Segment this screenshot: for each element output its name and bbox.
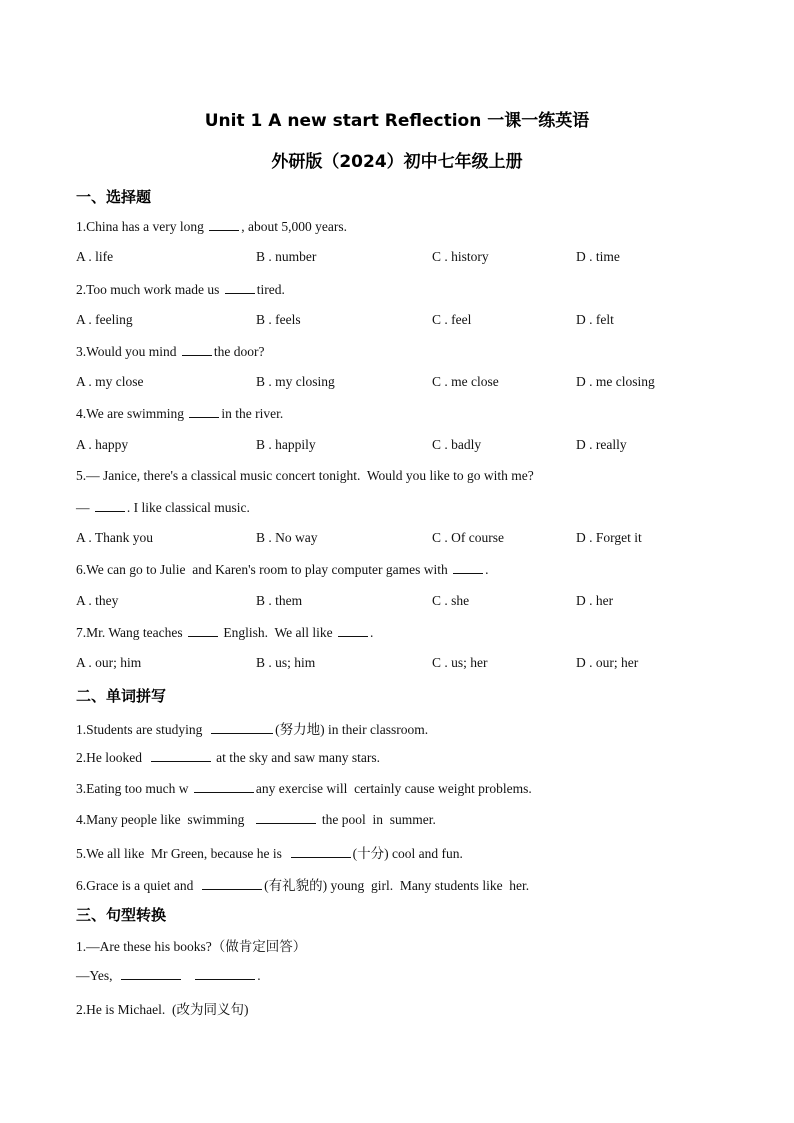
question-text: the pool in summer. — [318, 812, 436, 827]
option-a[interactable]: A . happy — [76, 437, 129, 452]
document-subtitle: 外研版（2024）初中七年级上册 — [271, 152, 523, 172]
option-c[interactable]: C . me close — [432, 374, 499, 389]
answer-blank[interactable] — [211, 721, 273, 734]
section-heading-choice: 一、选择题 — [76, 188, 152, 206]
option-c[interactable]: C . feel — [432, 312, 472, 327]
question-text: 1.Students are studying — [76, 722, 210, 737]
question-text: 6.We can go to Julie and Karen's room to play computer games with — [76, 562, 452, 577]
spelling-item-5 — [76, 842, 463, 862]
question-3 — [76, 343, 265, 360]
option-b[interactable]: B . happily — [256, 437, 316, 452]
option-a[interactable]: A . my close — [76, 374, 144, 389]
question-text: any exercise will certainly cause weight problems. — [255, 781, 532, 796]
question-text: 1.China has a very long — [76, 219, 208, 234]
question-text: 5.We all like Mr Green, because he is — [76, 846, 289, 861]
question-text: 7.Mr. Wang teaches — [76, 625, 187, 640]
answer-blank[interactable] — [121, 967, 181, 980]
option-c[interactable]: C . us; her — [432, 655, 488, 670]
question-text: English. We all like — [220, 625, 337, 640]
option-c[interactable]: C . Of course — [432, 530, 504, 545]
question-text: (十分) cool and fun. — [352, 846, 463, 861]
question-text: —Yes, — [76, 968, 120, 983]
question-text: 3.Eating too much w — [76, 781, 192, 796]
answer-blank[interactable] — [225, 281, 255, 294]
answer-blank[interactable] — [453, 561, 483, 574]
option-d[interactable]: D . felt — [576, 312, 614, 327]
option-d[interactable]: D . me closing — [576, 374, 655, 389]
option-b[interactable]: B . us; him — [256, 655, 316, 670]
question-text: 2.He looked — [76, 750, 149, 765]
option-c[interactable]: C . she — [432, 593, 470, 608]
question-text: 6.Grace is a quiet and — [76, 878, 201, 893]
option-a[interactable]: A . Thank you — [76, 530, 153, 545]
question-text: at the sky and saw many stars. — [212, 750, 380, 765]
option-c[interactable]: C . history — [432, 249, 489, 264]
question-6 — [76, 561, 489, 578]
section-heading-spelling: 二、单词拼写 — [76, 687, 167, 705]
transform-item-1-answer — [76, 967, 261, 984]
question-text: the door? — [213, 344, 265, 359]
question-7 — [76, 624, 373, 641]
option-d[interactable]: D . her — [576, 593, 614, 608]
answer-blank[interactable] — [202, 877, 262, 890]
answer-blank[interactable] — [182, 343, 212, 356]
option-a[interactable]: A . our; him — [76, 655, 142, 670]
option-c[interactable]: C . badly — [432, 437, 482, 452]
question-5-reply — [76, 499, 250, 516]
option-b[interactable]: B . my closing — [256, 374, 335, 389]
option-a[interactable]: A . they — [76, 593, 119, 608]
question-text: in the river. — [221, 406, 284, 421]
answer-blank[interactable] — [256, 811, 316, 824]
question-2 — [76, 281, 285, 298]
question-text: . — [370, 625, 374, 640]
question-text: — — [76, 500, 93, 515]
question-text: . — [257, 968, 261, 983]
answer-blank[interactable] — [189, 405, 219, 418]
option-b[interactable]: B . them — [256, 593, 303, 608]
option-d[interactable]: D . really — [576, 437, 627, 452]
option-b[interactable]: B . number — [256, 249, 317, 264]
question-text: 4.Many people like swimming — [76, 812, 255, 827]
transform-item-1: 1.—Are these his books?（做肯定回答） — [76, 939, 307, 954]
question-text: . I like classical music. — [126, 500, 250, 515]
question-text: 2.Too much work made us — [76, 282, 223, 297]
answer-blank[interactable] — [95, 499, 125, 512]
spelling-item-2 — [76, 749, 380, 766]
question-text: . — [485, 562, 489, 577]
section-heading-transformation: 三、句型转换 — [76, 906, 167, 924]
question-4 — [76, 405, 283, 422]
option-b[interactable]: B . feels — [256, 312, 301, 327]
document-title: Unit 1 A new start Reflection 一课一练英语 — [204, 111, 590, 131]
question-text: tired. — [256, 282, 285, 297]
question-text: (努力地) in their classroom. — [275, 722, 429, 737]
spelling-item-1 — [76, 718, 428, 738]
question-text: (有礼貌的) young girl. Many students like her. — [264, 878, 530, 893]
question-text: , about 5,000 years. — [241, 219, 347, 234]
transform-item-2: 2.He is Michael. (改为同义句) — [76, 1002, 249, 1017]
question-text: 3.Would you mind — [76, 344, 180, 359]
answer-blank[interactable] — [209, 218, 239, 231]
answer-blank[interactable] — [291, 845, 351, 858]
answer-blank[interactable] — [338, 624, 368, 637]
answer-blank[interactable] — [151, 749, 211, 762]
option-d[interactable]: D . Forget it — [576, 530, 642, 545]
answer-blank[interactable] — [194, 780, 254, 793]
spelling-item-4 — [76, 811, 436, 828]
spelling-item-3 — [76, 780, 532, 797]
question-5: 5.— Janice, there's a classical music concert tonight. Would you like to go with me? — [76, 468, 534, 483]
option-d[interactable]: D . our; her — [576, 655, 639, 670]
answer-blank[interactable] — [188, 624, 218, 637]
spelling-item-6 — [76, 874, 529, 894]
option-b[interactable]: B . No way — [256, 530, 318, 545]
option-a[interactable]: A . life — [76, 249, 114, 264]
option-d[interactable]: D . time — [576, 249, 620, 264]
answer-blank[interactable] — [195, 967, 255, 980]
question-text: 4.We are swimming — [76, 406, 188, 421]
option-a[interactable]: A . feeling — [76, 312, 133, 327]
question-1 — [76, 218, 347, 235]
